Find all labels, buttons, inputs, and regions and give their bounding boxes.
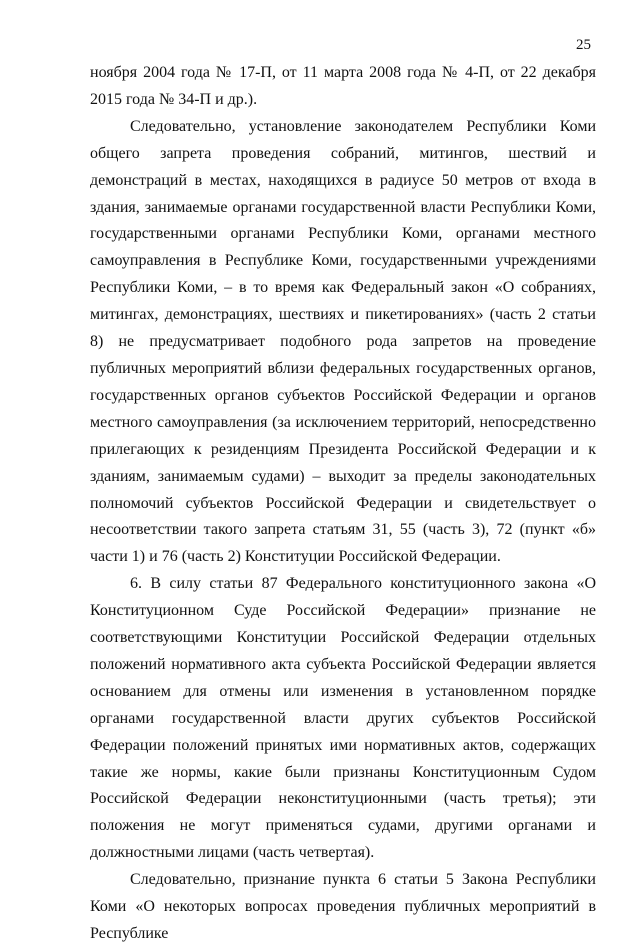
page-number: 25	[576, 37, 591, 53]
paragraph-consequently: Следовательно, признание пункта 6 статьи 5 Закона Республики Коми «О некоторых вопросах проведения публичных мероприятий в Республике	[90, 871, 596, 942]
document-body	[90, 60, 596, 948]
paragraph-citation-continuation: ноября 2004 года № 17-П, от 11 марта 2008 года № 4-П, от 22 декабря 2015 года № 34-П и др.).	[90, 64, 596, 108]
paragraph-komi-ban-conclusion: Следовательно, установление законодателем Республики Коми общего запрета проведения собраний, митингов, шествий и демонстраций в местах, находящихся в радиусе 50 метров от входа в здания, занимаемые органами государственной власти Республики Коми, государственными органами Республики Коми, органами местного самоуправления в Республике Коми, государственными учреждениями Республики Коми, – в то время как Федеральный закон «О собраниях, митингах, демонстрациях, шествиях и пикетированиях» (часть 2 статьи 8) не предусматривает подобного рода запретов на проведение публичных мероприятий вблизи федеральных государственных органов, государственных органов субъектов Российской Федерации и органов местного самоуправления (за исключением территорий, непосредственно прилегающих к резиденциям Президента Российской Федерации и к зданиям, занимаемым судами) – выходит за пределы законодательных полномочий субъектов Российской Федерации и свидетельствует о несоответствии такого запрета статьям 31, 55 (часть 3), 72 (пункт «б» части 1) и 76 (часть 2) Конституции Российской Федерации.	[90, 117, 596, 566]
paragraph-point-6: 6. В силу статьи 87 Федерального конституционного закона «О Конституционном Суде Российской Федерации» признание не соответствующими Конституции Российской Федерации отдельных положений нормативного акта субъекта Российской Федерации является основанием для отмены или изменения в установленном порядке органами государственной власти других субъектов Российской Федерации положений принятых ими нормативных актов, содержащих такие же нормы, какие были признаны Конституционным Судом Российской Федерации неконституционными (часть третья); эти положения не могут применяться судами, другими органами и должностными лицами (часть четвертая).	[90, 575, 596, 862]
